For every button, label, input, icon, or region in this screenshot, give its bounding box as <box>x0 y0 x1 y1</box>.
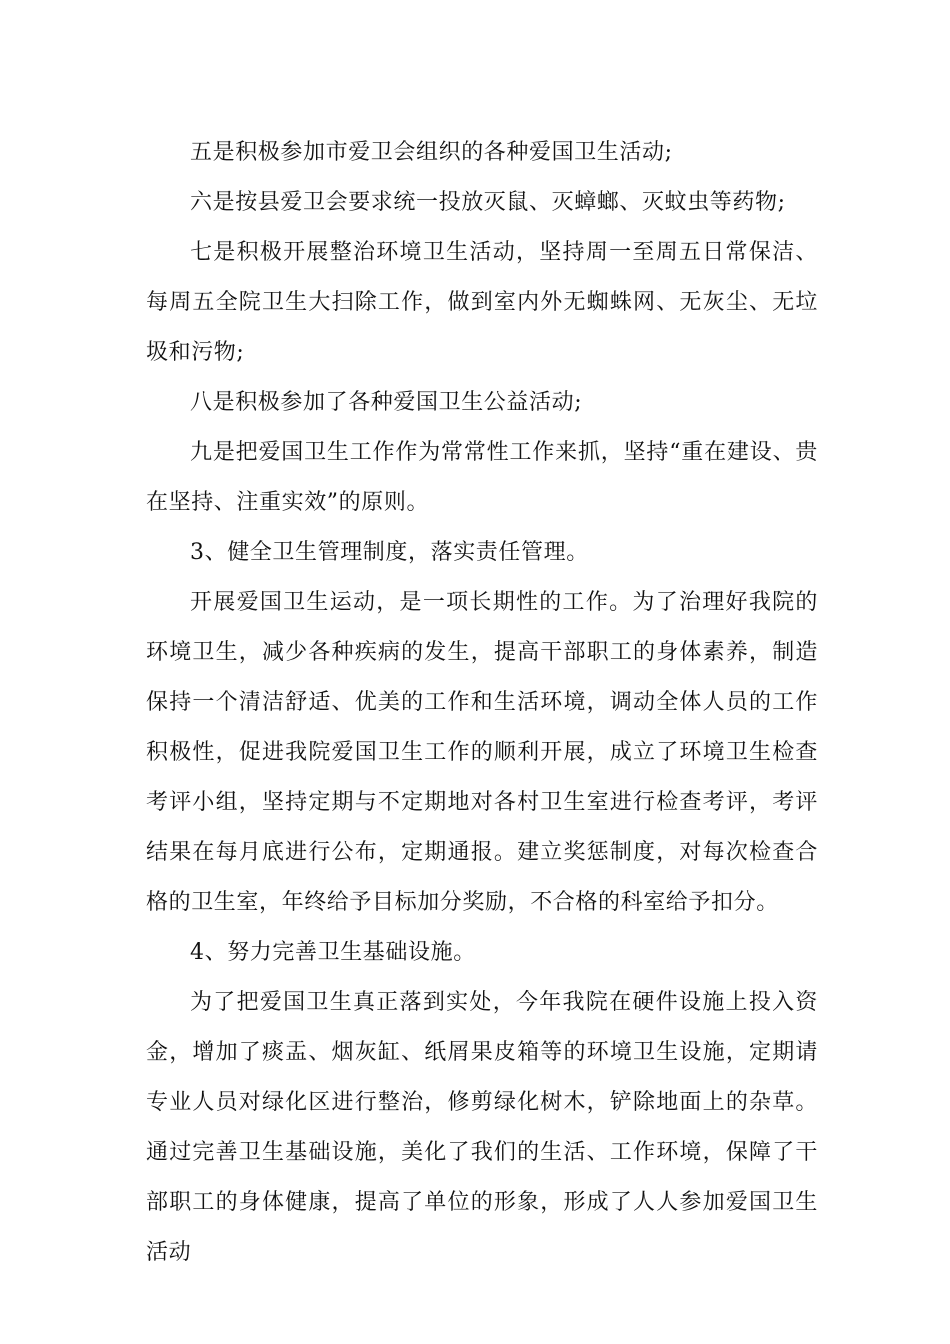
paragraph-item-5: 五是积极参加市爱卫会组织的各种爱国卫生活动; <box>190 140 673 165</box>
paragraph-item-9: 九是把爱国卫生工作作为常常性工作来抓，坚持“重在建设、贵在坚持、注重实效”的原则。 <box>146 440 818 515</box>
paragraph-management: 开展爱国卫生运动，是一项长期性的工作。为了治理好我院的环境卫生，减少各种疾病的发生，提高干部职工的身体素养，制造保持一个清洁舒适、优美的工作和生活环境，调动全体人员的工作积极性，促进我院爱国卫生工作的顺利开展，成立了环境卫生检查考评小组，坚持定期与不定期地对各村卫生室进行检查考评，考评结果在每月底进行公布，定期通报。建立奖惩制度，对每次检查合格的卫生室，年终给予目标加分奖励，不合格的科室给予扣分。 <box>146 590 818 915</box>
section-heading-3: 3、健全卫生管理制度，落实责任管理。 <box>190 540 589 565</box>
paragraph-facilities: 为了把爱国卫生真正落到实处，今年我院在硬件设施上投入资金，增加了痰盂、烟灰缸、纸屑果皮箱等的环境卫生设施，定期请专业人员对绿化区进行整治，修剪绿化树木，铲除地面上的杂草。通过完善卫生基础设施，美化了我们的生活、工作环境，保障了干部职工的身体健康，提高了单位的形象，形成了人人参加爱国卫生活动 <box>146 990 818 1265</box>
document-body <box>146 128 818 1278</box>
paragraph-item-7: 七是积极开展整治环境卫生活动，坚持周一至周五日常保洁、每周五全院卫生大扫除工作，做到室内外无蜘蛛网、无灰尘、无垃圾和污物; <box>146 240 818 365</box>
paragraph-item-8: 八是积极参加了各种爱国卫生公益活动; <box>190 390 583 415</box>
section-heading-4: 4、努力完善卫生基础设施。 <box>190 940 476 965</box>
paragraph-item-6: 六是按县爱卫会要求统一投放灭鼠、灭蟑螂、灭蚊虫等药物; <box>190 190 786 215</box>
